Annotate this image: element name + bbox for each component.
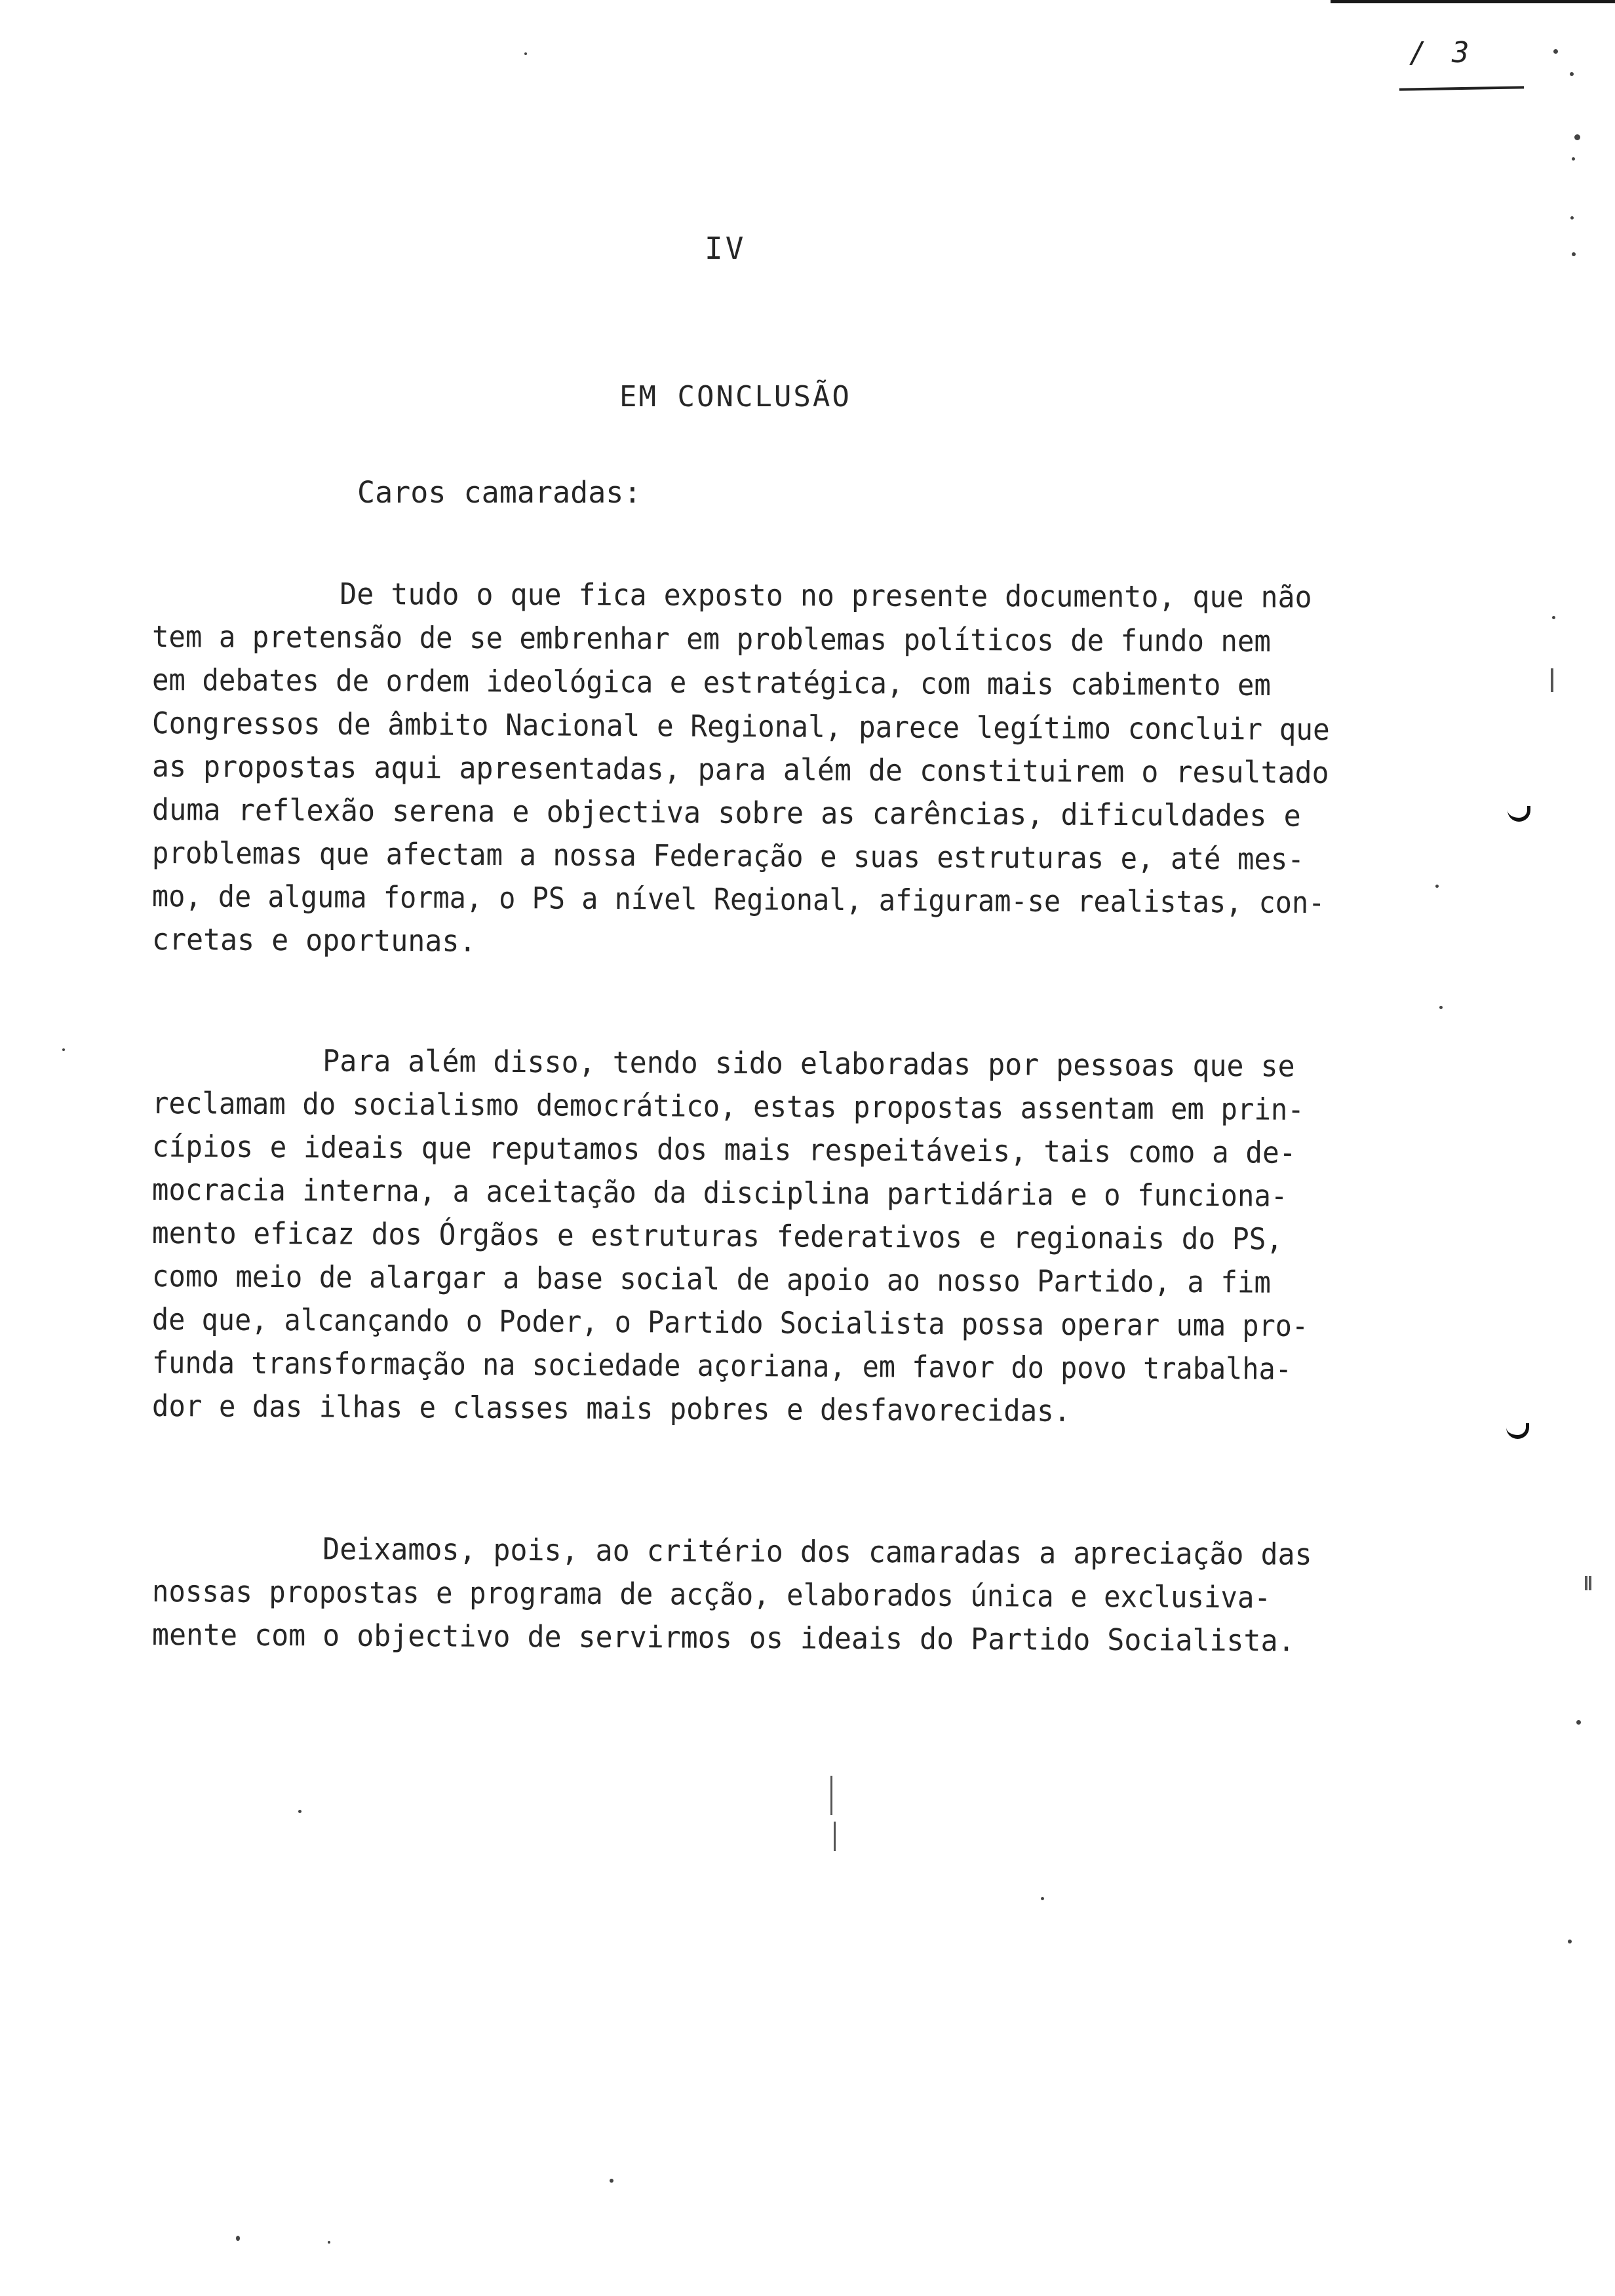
text-line: mento eficaz dos Órgãos e estruturas federativos e regionais do PS, [151,1215,1283,1257]
text-line: reclamam do socialismo democrático, estas propostas assentam em prin- [151,1086,1304,1127]
text-line: Deixamos, pois, ao critério dos camaradas a apreciação das [151,1531,1312,1572]
text-line: como meio de alargar a base social de apoio ao nosso Partido, a fim [151,1259,1272,1300]
text-line: Congressos de âmbito Nacional e Regional, parece legítimo concluir que [151,706,1330,748]
text-line: as propostas aqui apresentadas, para além de constituirem o resultado [151,749,1329,790]
handwritten-mark-icon [1508,806,1530,822]
text-line: mo, de alguma forma, o PS a nível Regional, afiguram-se realistas, con- [151,879,1325,921]
text-line: de que, alcançando o Poder, o Partido Socialista possa operar uma pro- [151,1302,1309,1344]
section-title: EM CONCLUSÃO [619,380,851,413]
handwritten-page-number: / 3 [1409,36,1473,69]
text-line: cípios e ideais que reputamos dos mais respeitáveis, tais como a de- [151,1129,1296,1170]
top-edge-rule [1331,0,1615,3]
text-line: problemas que afectam a nossa Federação e suas estruturas e, até mes- [151,835,1304,877]
paragraph-3 [152,1533,1373,1663]
text-line: mente com o objectivo de servirmos os ideais do Partido Socialista. [151,1617,1295,1658]
page-number-underline [1399,86,1524,90]
text-line: De tudo o que fica exposto no presente documento, que não [151,576,1312,615]
text-line: cretas e oportunas. [151,922,477,959]
text-line: mocracia interna, a aceitação da disciplina partidária e o funciona- [151,1172,1288,1214]
paragraph-1 [151,576,1427,968]
pencil-stroke-mark [830,1776,832,1815]
text-line: duma reflexão serena e objectiva sobre as carências, dificuldades e [151,792,1301,833]
pencil-stroke-mark [834,1822,836,1851]
handwritten-mark-icon [1506,1423,1529,1439]
text-line: Para além disso, tendo sido elaboradas por pessoas que se [151,1043,1295,1084]
text-line: funda transformação na sociedade açoriana, em favor do povo trabalha- [151,1345,1293,1387]
section-number: IV [705,231,747,266]
salutation: Caros camaradas: [357,475,642,510]
text-line: tem a pretensão de se embrenhar em problemas políticos de fundo nem [151,619,1271,659]
text-line: nossas propostas e programa de acção, elaborados única e exclusiva- [151,1574,1272,1615]
text-line: em debates de ordem ideológica e estratégica, com mais cabimento em [151,662,1271,703]
paragraph-2 [152,1045,1409,1434]
text-line: dor e das ilhas e classes mais pobres e desfavorecidas. [151,1388,1071,1428]
